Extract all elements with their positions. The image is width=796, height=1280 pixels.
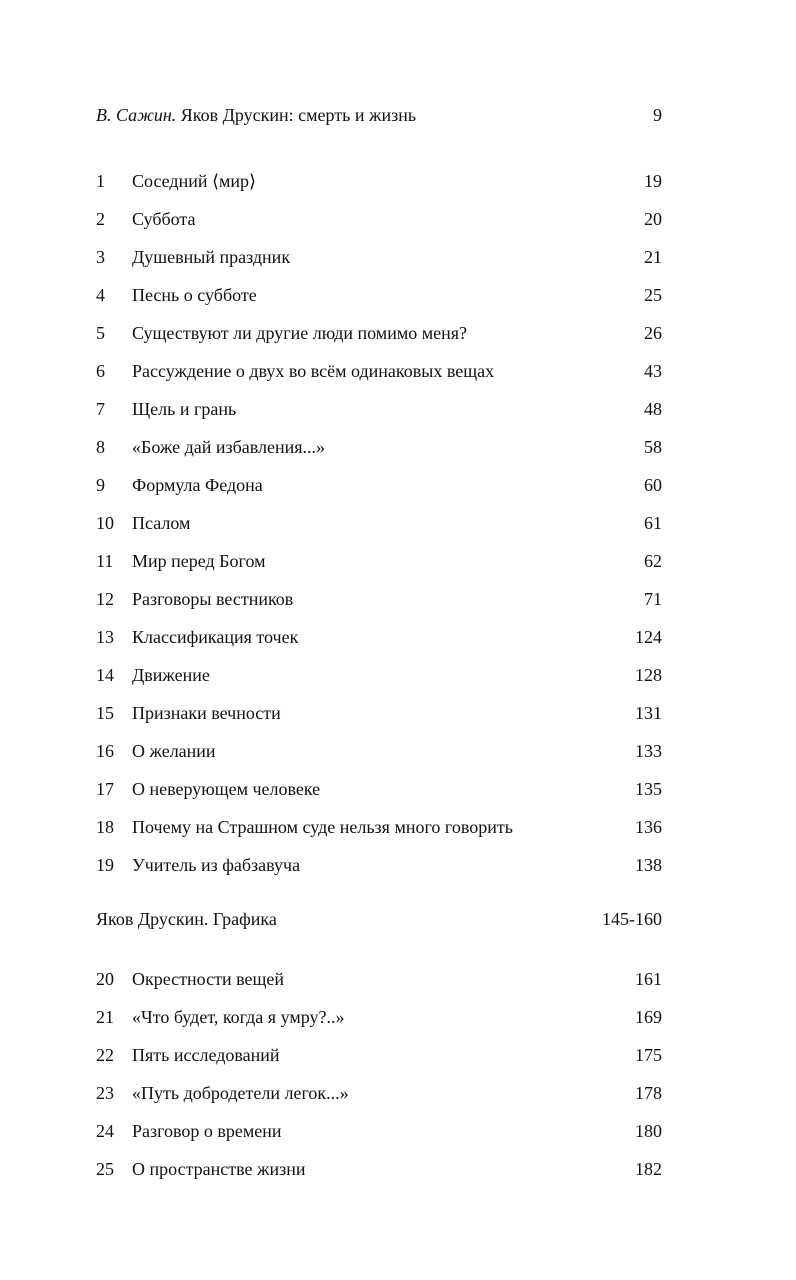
entry-number: 22 <box>96 1045 114 1065</box>
entry-page-number: 20 <box>644 209 662 229</box>
entry-page-number: 71 <box>644 589 662 609</box>
entry-page-number: 124 <box>635 627 662 647</box>
entry-page-number: 169 <box>635 1007 662 1027</box>
entry-title: О неверующем человеке <box>132 779 321 799</box>
entry-page-number: 182 <box>635 1159 662 1179</box>
intro-title: Яков Друскин: смерть и жизнь <box>180 105 417 125</box>
entry-page-number: 136 <box>635 817 662 837</box>
entry-page-number: 131 <box>635 703 662 723</box>
entry-page-number: 62 <box>644 551 662 571</box>
entry-title: Формула Федона <box>132 475 263 495</box>
entry-title: Существуют ли другие люди помимо меня? <box>132 323 468 343</box>
entry-page-number: 175 <box>635 1045 662 1065</box>
entry-number: 18 <box>96 817 114 837</box>
entry-page-number: 180 <box>635 1121 662 1141</box>
entry-number: 23 <box>96 1083 114 1103</box>
toc-entry <box>96 474 662 512</box>
entry-number: 24 <box>96 1121 114 1141</box>
toc-entry <box>96 778 662 816</box>
toc-entry <box>96 550 662 588</box>
entry-title: «Путь добродетели легок...» <box>132 1083 349 1103</box>
entry-page-number: 43 <box>644 361 662 381</box>
toc-entry <box>96 1044 662 1082</box>
entry-title: Классификация точек <box>132 627 299 647</box>
entry-title: «Боже дай избавления...» <box>132 437 326 457</box>
entry-title: Щель и грань <box>132 399 237 419</box>
entry-title: Душевный праздник <box>132 247 291 267</box>
entry-page-number: 60 <box>644 475 662 495</box>
entry-title: Псалом <box>132 513 191 533</box>
toc-entry <box>96 740 662 778</box>
toc-entry <box>96 360 662 398</box>
toc-entry <box>96 626 662 664</box>
toc-entry <box>96 512 662 550</box>
entry-title: О желании <box>132 741 216 761</box>
entry-title: Разговор о времени <box>132 1121 282 1141</box>
entry-number: 4 <box>96 285 105 305</box>
entry-title: «Что будет, когда я умру?..» <box>132 1007 345 1027</box>
entry-number: 10 <box>96 513 114 533</box>
entry-number: 1 <box>96 171 105 191</box>
entry-title: Мир перед Богом <box>132 551 266 571</box>
toc-part1-list <box>96 170 662 892</box>
graphics-section-page-range: 145-160 <box>602 909 662 929</box>
entry-number: 20 <box>96 969 114 989</box>
entry-page-number: 21 <box>644 247 662 267</box>
entry-number: 16 <box>96 741 114 761</box>
toc-entry <box>96 436 662 474</box>
intro-page-number: 9 <box>653 105 662 125</box>
entry-number: 7 <box>96 399 105 419</box>
entry-title: Суббота <box>132 209 196 229</box>
entry-page-number: 133 <box>635 741 662 761</box>
entry-number: 19 <box>96 855 114 875</box>
entry-number: 6 <box>96 361 105 381</box>
toc-entry <box>96 1120 662 1158</box>
entry-title: Учитель из фабзавуча <box>132 855 301 875</box>
toc-intro-title-line <box>96 104 641 126</box>
entry-title: Окрестности вещей <box>132 969 284 989</box>
toc-intro-entry <box>96 104 662 126</box>
entry-title: Соседний ⟨мир⟩ <box>132 171 257 191</box>
toc-entry <box>96 170 662 208</box>
toc-entry <box>96 588 662 626</box>
entry-title: Разговоры вестников <box>132 589 294 609</box>
table-of-contents <box>96 104 662 1196</box>
intro-author: В. Сажин. <box>96 105 177 125</box>
toc-entry <box>96 1082 662 1120</box>
entry-title: Признаки вечности <box>132 703 281 723</box>
entry-title: Песнь о субботе <box>132 285 257 305</box>
entry-page-number: 48 <box>644 399 662 419</box>
entry-page-number: 128 <box>635 665 662 685</box>
toc-graphics-section <box>96 908 662 930</box>
entry-number: 5 <box>96 323 105 343</box>
toc-entry <box>96 664 662 702</box>
entry-page-number: 19 <box>644 171 662 191</box>
toc-entry <box>96 816 662 854</box>
entry-number: 11 <box>96 551 114 571</box>
entry-page-number: 178 <box>635 1083 662 1103</box>
entry-number: 17 <box>96 779 114 799</box>
entry-number: 14 <box>96 665 114 685</box>
toc-entry <box>96 1158 662 1196</box>
toc-entry <box>96 322 662 360</box>
entry-page-number: 25 <box>644 285 662 305</box>
entry-number: 21 <box>96 1007 114 1027</box>
entry-number: 2 <box>96 209 105 229</box>
toc-entry <box>96 1006 662 1044</box>
graphics-section-title: Яков Друскин. Графика <box>96 909 277 929</box>
toc-entry <box>96 208 662 246</box>
entry-page-number: 138 <box>635 855 662 875</box>
toc-entry <box>96 702 662 740</box>
entry-page-number: 58 <box>644 437 662 457</box>
entry-title: Почему на Страшном суде нельзя много говорить <box>132 817 513 837</box>
toc-entry <box>96 398 662 436</box>
entry-number: 25 <box>96 1159 114 1179</box>
toc-entry <box>96 284 662 322</box>
entry-title: Движение <box>132 665 210 685</box>
toc-entry <box>96 968 662 1006</box>
entry-number: 12 <box>96 589 114 609</box>
entry-number: 15 <box>96 703 114 723</box>
entry-number: 8 <box>96 437 105 457</box>
entry-page-number: 26 <box>644 323 662 343</box>
toc-part2-list <box>96 968 662 1196</box>
entry-title: О пространстве жизни <box>132 1159 306 1179</box>
entry-page-number: 161 <box>635 969 662 989</box>
entry-page-number: 61 <box>644 513 662 533</box>
entry-number: 3 <box>96 247 105 267</box>
entry-number: 13 <box>96 627 114 647</box>
toc-entry <box>96 246 662 284</box>
entry-title: Рассуждение о двух во всём одинаковых вещах <box>132 361 495 381</box>
entry-title: Пять исследований <box>132 1045 280 1065</box>
toc-entry <box>96 854 662 892</box>
entry-number: 9 <box>96 475 105 495</box>
entry-page-number: 135 <box>635 779 662 799</box>
